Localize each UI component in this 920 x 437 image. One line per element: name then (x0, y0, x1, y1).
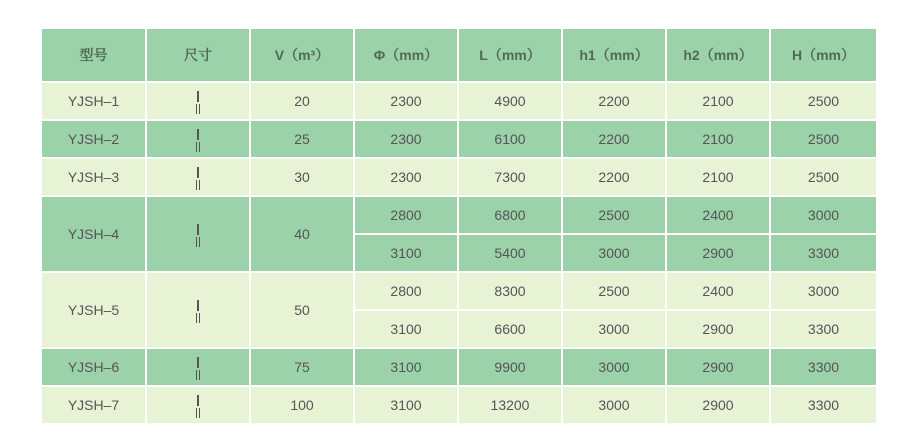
size-mark-icon (196, 129, 200, 152)
table-row (42, 348, 876, 386)
h2-cell: 2900 (666, 386, 770, 424)
volume-cell: 30 (250, 158, 354, 196)
size-cell (146, 272, 250, 348)
size-mark-icon (196, 395, 200, 418)
h2-cell: 2100 (666, 120, 770, 158)
height-cell: 3000 (770, 272, 876, 310)
diameter-cell: 3100 (354, 310, 458, 348)
diameter-cell: 2300 (354, 120, 458, 158)
size-mark-icon (196, 91, 200, 114)
length-cell: 6800 (458, 196, 562, 234)
mark-double-bar (196, 142, 200, 152)
model-cell: YJSH–6 (42, 348, 146, 386)
h1-cell: 2200 (562, 158, 666, 196)
table-row (42, 120, 876, 158)
h2-cell: 2100 (666, 158, 770, 196)
diameter-cell: 2800 (354, 196, 458, 234)
model-cell: YJSH–1 (42, 82, 146, 120)
length-cell: 13200 (458, 386, 562, 424)
h2-cell: 2900 (666, 234, 770, 272)
diameter-cell: 3100 (354, 348, 458, 386)
size-cell (146, 348, 250, 386)
table-row (42, 158, 876, 196)
h2-cell: 2900 (666, 310, 770, 348)
header-volume: V（m³） (250, 29, 354, 82)
height-cell: 3300 (770, 348, 876, 386)
diameter-cell: 2300 (354, 82, 458, 120)
model-cell: YJSH–7 (42, 386, 146, 424)
height-cell: 2500 (770, 158, 876, 196)
volume-cell: 50 (250, 272, 354, 348)
diameter-cell: 3100 (354, 386, 458, 424)
volume-cell: 40 (250, 196, 354, 272)
height-cell: 3000 (770, 196, 876, 234)
mark-double-bar (196, 408, 200, 418)
size-cell (146, 196, 250, 272)
size-cell (146, 158, 250, 196)
height-cell: 2500 (770, 120, 876, 158)
h1-cell: 3000 (562, 348, 666, 386)
header-row (42, 29, 876, 82)
header-model: 型号 (42, 29, 146, 82)
header-height: H（mm） (770, 29, 876, 82)
volume-cell: 25 (250, 120, 354, 158)
h1-cell: 2500 (562, 196, 666, 234)
mark-single-bar (197, 91, 199, 102)
volume-cell: 100 (250, 386, 354, 424)
header-size: 尺寸 (146, 29, 250, 82)
header-h2: h2（mm） (666, 29, 770, 82)
h2-cell: 2900 (666, 348, 770, 386)
header-length: L（mm） (458, 29, 562, 82)
table-row (42, 82, 876, 120)
volume-cell: 75 (250, 348, 354, 386)
height-cell: 3300 (770, 234, 876, 272)
mark-single-bar (197, 357, 199, 368)
mark-single-bar (197, 129, 199, 140)
header-diameter: Φ（mm） (354, 29, 458, 82)
h1-cell: 2500 (562, 272, 666, 310)
length-cell: 6600 (458, 310, 562, 348)
mark-double-bar (196, 370, 200, 380)
mark-double-bar (196, 313, 200, 323)
header-h1: h1（mm） (562, 29, 666, 82)
size-mark-icon (196, 300, 200, 323)
mark-single-bar (197, 300, 199, 311)
length-cell: 7300 (458, 158, 562, 196)
table-body (42, 82, 876, 424)
h1-cell: 2200 (562, 120, 666, 158)
length-cell: 5400 (458, 234, 562, 272)
size-mark-icon (196, 224, 200, 247)
height-cell: 3300 (770, 386, 876, 424)
h1-cell: 2200 (562, 82, 666, 120)
size-cell (146, 82, 250, 120)
diameter-cell: 2800 (354, 272, 458, 310)
h1-cell: 3000 (562, 310, 666, 348)
h1-cell: 3000 (562, 386, 666, 424)
table-row (42, 196, 876, 234)
model-cell: YJSH–5 (42, 272, 146, 348)
height-cell: 2500 (770, 82, 876, 120)
h2-cell: 2100 (666, 82, 770, 120)
model-cell: YJSH–2 (42, 120, 146, 158)
table-row (42, 272, 876, 310)
model-cell: YJSH–4 (42, 196, 146, 272)
length-cell: 8300 (458, 272, 562, 310)
table-row (42, 386, 876, 424)
volume-cell: 20 (250, 82, 354, 120)
h2-cell: 2400 (666, 196, 770, 234)
length-cell: 6100 (458, 120, 562, 158)
size-cell (146, 386, 250, 424)
mark-double-bar (196, 237, 200, 247)
size-mark-icon (196, 167, 200, 190)
length-cell: 4900 (458, 82, 562, 120)
height-cell: 3300 (770, 310, 876, 348)
mark-double-bar (196, 104, 200, 114)
spec-table (42, 29, 876, 425)
size-mark-icon (196, 357, 200, 380)
diameter-cell: 3100 (354, 234, 458, 272)
mark-single-bar (197, 167, 199, 178)
h2-cell: 2400 (666, 272, 770, 310)
model-cell: YJSH–3 (42, 158, 146, 196)
length-cell: 9900 (458, 348, 562, 386)
mark-double-bar (196, 180, 200, 190)
diameter-cell: 2300 (354, 158, 458, 196)
mark-single-bar (197, 224, 199, 235)
h1-cell: 3000 (562, 234, 666, 272)
size-cell (146, 120, 250, 158)
mark-single-bar (197, 395, 199, 406)
